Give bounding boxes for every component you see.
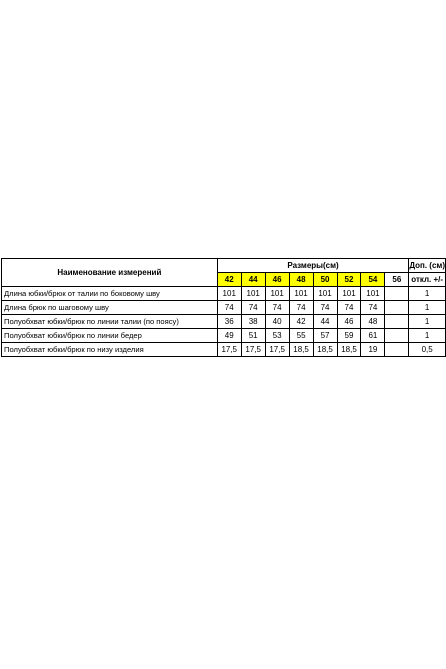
measurement-label: Длина брюк по шаговому шву — [2, 301, 218, 315]
value-cell: 46 — [337, 315, 361, 329]
value-cell: 38 — [241, 315, 265, 329]
value-cell — [385, 315, 409, 329]
value-cell: 53 — [265, 329, 289, 343]
value-cell: 48 — [361, 315, 385, 329]
value-cell: 49 — [217, 329, 241, 343]
tolerance-header: Доп. (см) — [409, 259, 446, 273]
size-cell: 54 — [361, 273, 385, 287]
table-row — [2, 343, 446, 357]
value-cell: 101 — [289, 287, 313, 301]
value-cell: 61 — [361, 329, 385, 343]
table-row — [2, 315, 446, 329]
tolerance-cell: 1 — [409, 329, 446, 343]
table-row — [2, 287, 446, 301]
value-cell: 101 — [361, 287, 385, 301]
value-cell: 74 — [289, 301, 313, 315]
value-cell: 44 — [313, 315, 337, 329]
value-cell: 18,5 — [289, 343, 313, 357]
tolerance-cell: 1 — [409, 287, 446, 301]
value-cell: 55 — [289, 329, 313, 343]
value-cell: 19 — [361, 343, 385, 357]
value-cell: 51 — [241, 329, 265, 343]
size-table — [1, 258, 446, 357]
size-cell: 46 — [265, 273, 289, 287]
value-cell: 40 — [265, 315, 289, 329]
value-cell: 57 — [313, 329, 337, 343]
value-cell: 101 — [265, 287, 289, 301]
size-cell: 56 — [385, 273, 409, 287]
value-cell: 101 — [241, 287, 265, 301]
value-cell: 17,5 — [241, 343, 265, 357]
measurement-label: Полуобхват юбки/брюк по низу изделия — [2, 343, 218, 357]
size-cell: 52 — [337, 273, 361, 287]
value-cell: 36 — [217, 315, 241, 329]
value-cell — [385, 329, 409, 343]
value-cell: 18,5 — [337, 343, 361, 357]
measurement-label: Длина юбки/брюк от талии по боковому шву — [2, 287, 218, 301]
table-row — [2, 329, 446, 343]
value-cell: 59 — [337, 329, 361, 343]
value-cell: 74 — [241, 301, 265, 315]
value-cell — [385, 343, 409, 357]
size-cell: 50 — [313, 273, 337, 287]
value-cell: 42 — [289, 315, 313, 329]
size-cell: 42 — [217, 273, 241, 287]
value-cell: 18,5 — [313, 343, 337, 357]
value-cell: 74 — [361, 301, 385, 315]
value-cell: 17,5 — [265, 343, 289, 357]
header-row — [2, 259, 446, 273]
value-cell: 74 — [217, 301, 241, 315]
value-cell — [385, 287, 409, 301]
tolerance-subheader: откл. +/- — [409, 273, 446, 287]
value-cell: 101 — [337, 287, 361, 301]
value-cell: 74 — [265, 301, 289, 315]
tolerance-cell: 0,5 — [409, 343, 446, 357]
value-cell: 101 — [217, 287, 241, 301]
tolerance-cell: 1 — [409, 301, 446, 315]
value-cell — [385, 301, 409, 315]
measurement-label: Полуобхват юбки/брюк по линии бедер — [2, 329, 218, 343]
size-cell: 48 — [289, 273, 313, 287]
value-cell: 17,5 — [217, 343, 241, 357]
table-row — [2, 301, 446, 315]
value-cell: 101 — [313, 287, 337, 301]
value-cell: 74 — [313, 301, 337, 315]
sizes-header: Размеры(см) — [217, 259, 409, 273]
value-cell: 74 — [337, 301, 361, 315]
measurement-label: Полуобхват юбки/брюк по линии талии (по поясу) — [2, 315, 218, 329]
tolerance-cell: 1 — [409, 315, 446, 329]
measurement-header: Наименование измерений — [2, 259, 218, 287]
size-cell: 44 — [241, 273, 265, 287]
